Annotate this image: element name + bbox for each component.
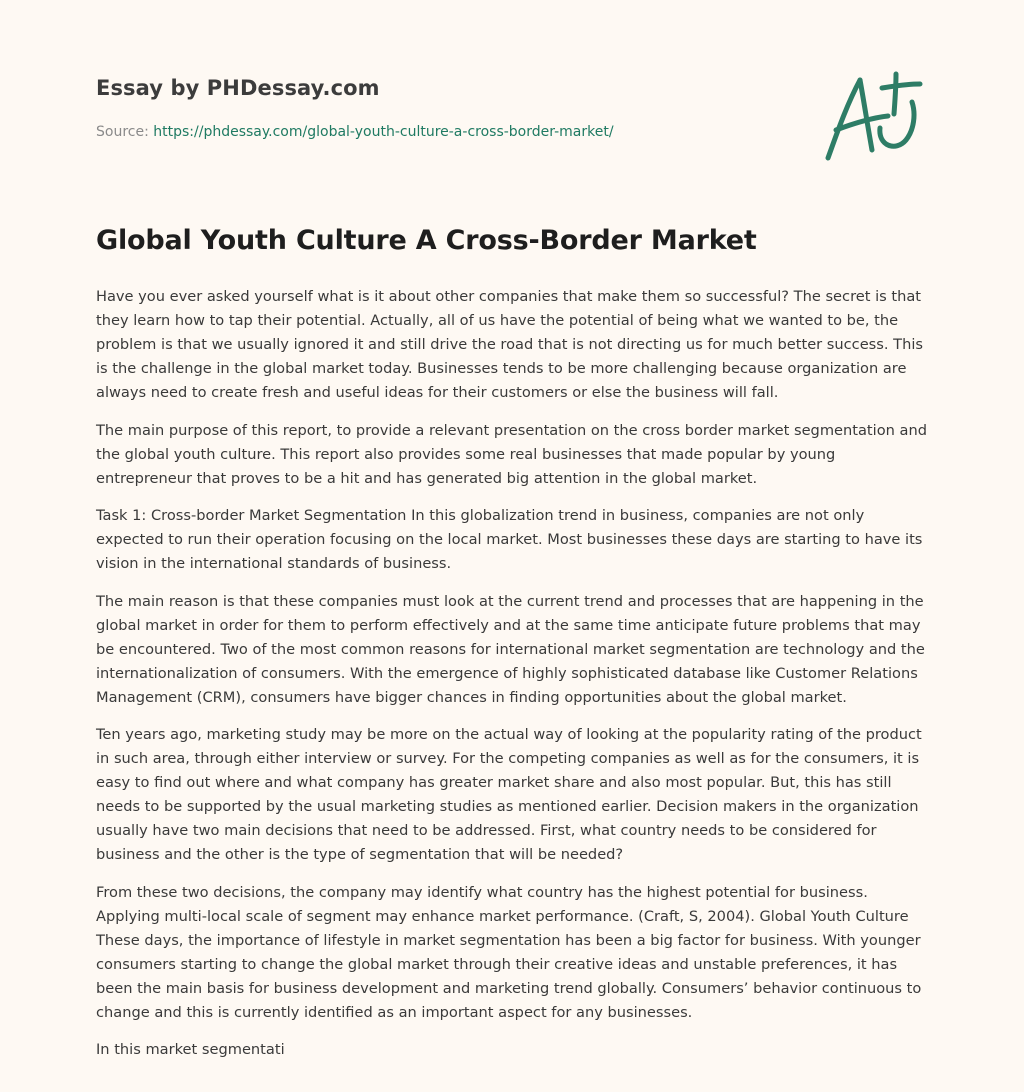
essay-paragraph: The main purpose of this report, to provide a relevant presentation on the cross border market segmentation and the global youth culture. This report also provides some real businesses that made popular by young entrepreneur that proves to be a hit and has generated big attention in the global market. — [96, 421, 927, 487]
essay-body — [96, 285, 928, 1076]
brand-name: Essay by PHDessay.com — [96, 76, 380, 100]
source-label: Source: — [96, 124, 149, 140]
essay-paragraph: Ten years ago, marketing study may be more on the actual way of looking at the popularity rating of the product in such area, through either interview or survey. For the competing companies as well as for the consumers, it is easy to find out where and what company has greater market share and also most popular. But, this has still needs to be supported by the usual marketing studies as mentioned earlier. Decision makers in the organization usually have two main decisions that need to be addressed. First, what country needs to be considered for business and the other is the type of segmentation that will be needed? — [96, 726, 922, 863]
a-plus-logo-icon — [818, 66, 928, 166]
essay-title: Global Youth Culture A Cross-Border Market — [96, 225, 757, 256]
essay-paragraph: The main reason is that these companies must look at the current trend and processes that are happening in the global market in order for them to perform effectively and at the same time anticipate future problems that may be encountered. Two of the most common reasons for international market segmentation are technology and the internationalization of consumers. With the emergence of highly sophisticated database like Customer Relations Management (CRM), consumers have bigger chances in finding opportunities about the global market. — [96, 592, 925, 706]
essay-paragraph: In this market segmentati — [96, 1041, 285, 1058]
source-link[interactable]: https://phdessay.com/global-youth-culture-a-cross-border-market/ — [153, 124, 614, 140]
essay-paragraph: Have you ever asked yourself what is it about other companies that make them so successful? The secret is that they learn how to tap their potential. Actually, all of us have the potential of being what we wanted to be, the problem is that we usually ignored it and still drive the road that is not directing us for much better success. This is the challenge in the global market today. Businesses tends to be more challenging because organization are always need to create fresh and useful ideas for their customers or else the business will fall. — [96, 288, 923, 401]
source-line — [96, 124, 614, 140]
essay-paragraph: Task 1: Cross-border Market Segmentation In this globalization trend in business, companies are not only expected to run their operation focusing on the local market. Most businesses these days are starting to have its vision in the international standards of business. — [96, 507, 923, 572]
essay-paragraph: From these two decisions, the company may identify what country has the highest potential for business. Applying multi-local scale of segment may enhance market performance. (Craft, S, 2004). Global Youth Culture These days, the importance of lifestyle in market segmentation has been a big factor for business. With younger consumers starting to change the global market through their creative ideas and unstable preferences, it has been the main basis for business development and marketing trend globally. Consumers’ behavior continuous to change and this is currently identified as an important aspect for any businesses. — [96, 883, 922, 1021]
